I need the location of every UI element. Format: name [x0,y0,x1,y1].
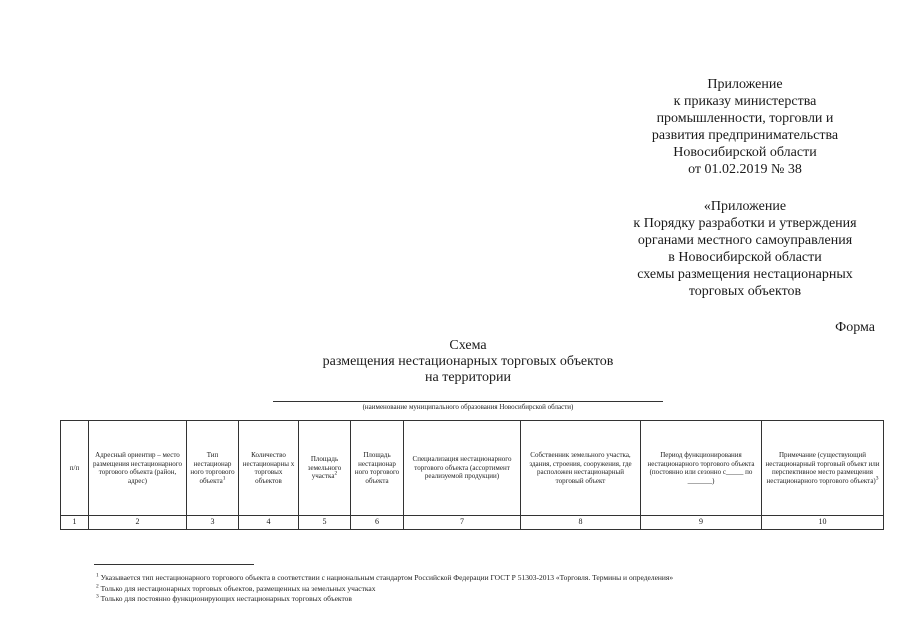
footnote [96,594,886,605]
column-header: Площадь земельного участка$^2$ [299,421,351,516]
table-header-row [61,421,884,516]
annex-line: к приказу министерства [673,94,817,109]
municipality-caption: (наименование муниципального образования Новосибирской области) [362,403,574,411]
annex-line: Новосибирской области [673,145,817,160]
column-header: п/п [61,421,89,516]
title-line-3: на территории [425,370,511,385]
annex-inner-line: схемы размещения нестационарных [637,267,853,282]
form-label: Форма [835,320,875,335]
column-number: 3 [187,516,239,530]
title-line-2: размещения нестационарных торговых объектов [322,354,614,369]
column-number: 4 [239,516,299,530]
column-header: Площадь нестационар ного торгового объекта [351,421,404,516]
column-number: 7 [404,516,521,530]
annex-header [620,76,870,178]
footnote-text: Только для нестационарных торговых объектов, размещенных на земельных участках [100,583,376,593]
footnote-separator [94,564,254,565]
column-number: 6 [351,516,404,530]
footnote-ref: 3 [875,475,879,482]
footnote-ref: 2 [334,470,338,477]
annex-inner-line: «Приложение [703,199,787,214]
column-number: 1 [61,516,89,530]
footnote-text: Только для постоянно функционирующих нестационарных торговых объектов [100,594,352,603]
annex-inner-header [620,198,870,300]
footnote-mark: 1 [96,572,99,579]
column-number: 10 [762,516,884,530]
annex-inner-line: в Новосибирской области [668,250,822,265]
column-header: Тип нестационар ного торгового объекта$^1$ [187,421,239,516]
footnote-ref: 1 [222,475,226,482]
footnote [96,573,886,584]
annex-inner-line: торговых объектов [688,284,802,299]
annex-inner-line: к Порядку разработки и утверждения [633,216,857,231]
footnote-mark: 2 [96,583,99,589]
placement-table [60,420,884,530]
footnotes [96,573,886,605]
annex-line: промышленности, торговли и [656,111,834,126]
column-number: 2 [89,516,187,530]
municipality-fill-line [273,401,663,402]
column-number: 5 [299,516,351,530]
column-header: Адресный ориентир – место размещения нестационарного торгового объекта (район, адрес) [89,421,187,516]
column-header: Собственник земельного участка, здания, строения, сооружения, где расположен нестационарный торговый объект [521,421,641,516]
footnote [96,584,886,595]
footnote-text: Указывается тип нестационарного торгового объекта в соответствии с национальным стандартом Российской Федерации ГОСТ Р 51303-2013 «Торговля. Термины и определения» [100,573,674,582]
column-number-row [61,516,884,530]
footnote-mark: 3 [96,593,99,600]
column-header: Количество нестационарны х торговых объектов [239,421,299,516]
document-title [268,338,668,386]
column-header: Период функционирования нестационарного торгового объекта (постоянно или сезонно с_____ по _______) [641,421,762,516]
column-header: Примечание (существующий нестационарный торговый объект или перспективное место размещения нестационарного торгового объекта)$^3$ [762,421,884,516]
annex-line: развития предпринимательства [651,128,839,143]
column-header: Специализация нестационарного торгового объекта (ассортимент реализуемой продукции) [404,421,521,516]
annex-line: Приложение [707,77,783,92]
column-number: 9 [641,516,762,530]
annex-line: от 01.02.2019 № 38 [688,162,802,177]
annex-inner-line: органами местного самоуправления [637,233,853,248]
column-number: 8 [521,516,641,530]
title-line-1: Схема [449,338,487,353]
